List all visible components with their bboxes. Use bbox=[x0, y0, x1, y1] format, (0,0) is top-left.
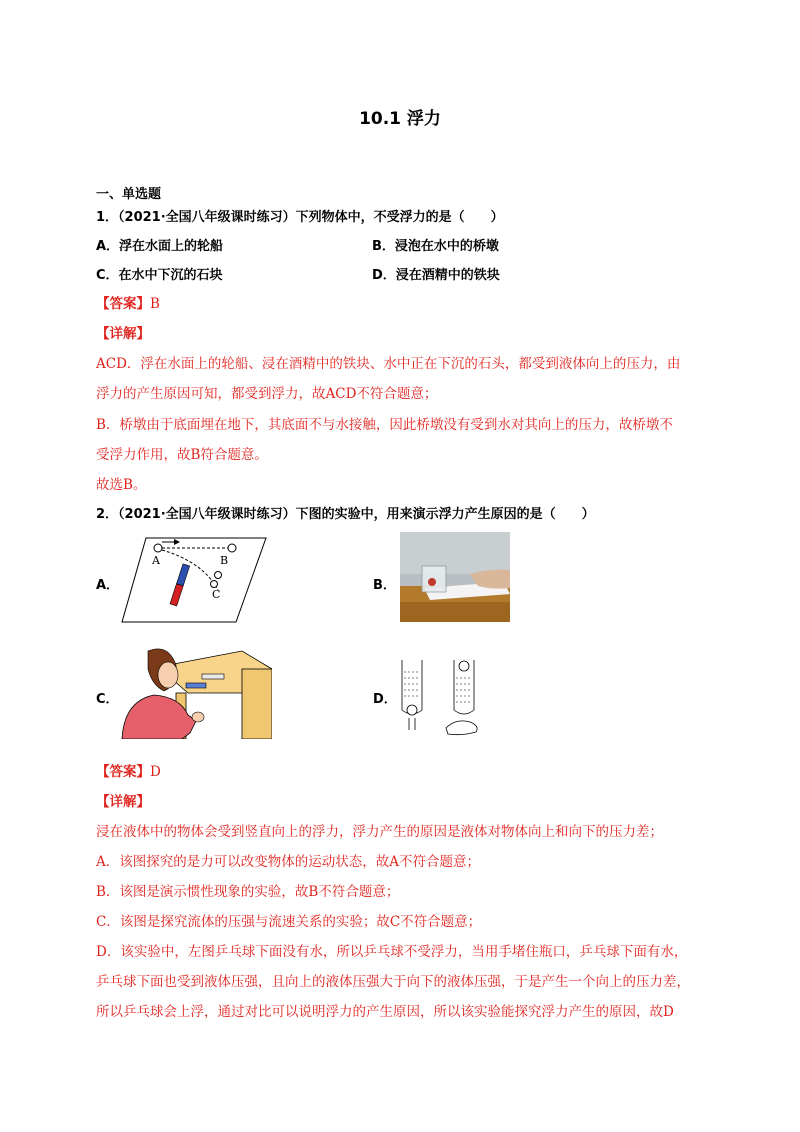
q1-detail-line: 故选B。 bbox=[96, 477, 147, 493]
q1-option-b: B．浸泡在水中的桥墩 bbox=[372, 239, 499, 254]
q1-answer bbox=[96, 292, 160, 312]
figure-d-illustration bbox=[396, 656, 488, 740]
answer-label: 【答案】 bbox=[96, 296, 150, 312]
figure-a-letter: C bbox=[212, 588, 221, 601]
q2-detail-line: 浸在液体中的物体会受到竖直向上的浮力，浮力产生的原因是液体对物体向上和向下的压力差； bbox=[96, 824, 663, 840]
q1-detail-label: 【详解】 bbox=[96, 326, 150, 342]
q1-detail-line: B．桥墩由于底面埋在地下，其底面不与水接触，因此桥墩没有受到水对其向上的压力，故桥墩不 bbox=[96, 417, 673, 433]
q2-detail-line: C．该图是探究流体的压强与流速关系的实验；故C不符合题意； bbox=[96, 914, 482, 930]
figure-label-d: D． bbox=[373, 692, 397, 707]
page-title: 10.1 浮力 bbox=[359, 109, 441, 129]
q2-detail-line: 乒乓球下面也受到液体压强，且向上的液体压强大于向下的液体压强，于是产生一个向上的压力差， bbox=[96, 974, 690, 990]
figure-a-letter: A bbox=[152, 554, 160, 567]
q2-detail-label: 【详解】 bbox=[96, 794, 150, 810]
figure-a-letter: B bbox=[220, 554, 229, 567]
q2-stem: 2．（2021·全国八年级课时练习）下图的实验中，用来演示浮力产生原因的是（ ） bbox=[96, 507, 595, 522]
answer-value: B bbox=[150, 296, 160, 312]
q1-detail-line: 受浮力作用，故B符合题意。 bbox=[96, 447, 268, 463]
q1-option-d: D．浸在酒精中的铁块 bbox=[372, 268, 500, 283]
figure-label-b: B． bbox=[373, 578, 396, 593]
answer-value: D bbox=[150, 764, 161, 780]
figure-label-a: A． bbox=[96, 578, 120, 593]
q2-detail-line: 所以乒乓球会上浮，通过对比可以说明浮力的产生原因，所以该实验能探究浮力产生的原因，故D bbox=[96, 1004, 674, 1020]
q2-detail-line: D．该实验中，左图乒乓球下面没有水，所以乒乓球不受浮力，当用手堵住瓶口，乒乓球下面有水， bbox=[96, 944, 688, 960]
answer-label: 【答案】 bbox=[96, 764, 150, 780]
q2-detail-line: B．该图是演示惯性现象的实验，故B不符合题意； bbox=[96, 884, 400, 900]
figure-label-c: C． bbox=[96, 692, 119, 707]
figure-b-photo bbox=[400, 532, 510, 622]
q1-stem: 1．（2021·全国八年级课时练习）下列物体中，不受浮力的是（ ） bbox=[96, 210, 504, 225]
q2-detail-line: A．该图探究的是力可以改变物体的运动状态，故A不符合题意； bbox=[96, 854, 480, 870]
q1-detail-line: 浮力的产生原因可知，都受到浮力，故ACD不符合题意； bbox=[96, 386, 438, 402]
figure-a-illustration bbox=[118, 534, 268, 626]
q1-detail-line: ACD．浮在水面上的轮船、浸在酒精中的铁块、水中正在下沉的石头，都受到液体向上的压力，由 bbox=[96, 356, 681, 372]
figure-c-illustration bbox=[118, 645, 272, 739]
q1-option-a: A．浮在水面上的轮船 bbox=[96, 239, 224, 254]
q1-option-c: C．在水中下沉的石块 bbox=[96, 268, 223, 283]
q2-answer bbox=[96, 760, 161, 780]
section-heading: 一、单选题 bbox=[96, 187, 162, 202]
